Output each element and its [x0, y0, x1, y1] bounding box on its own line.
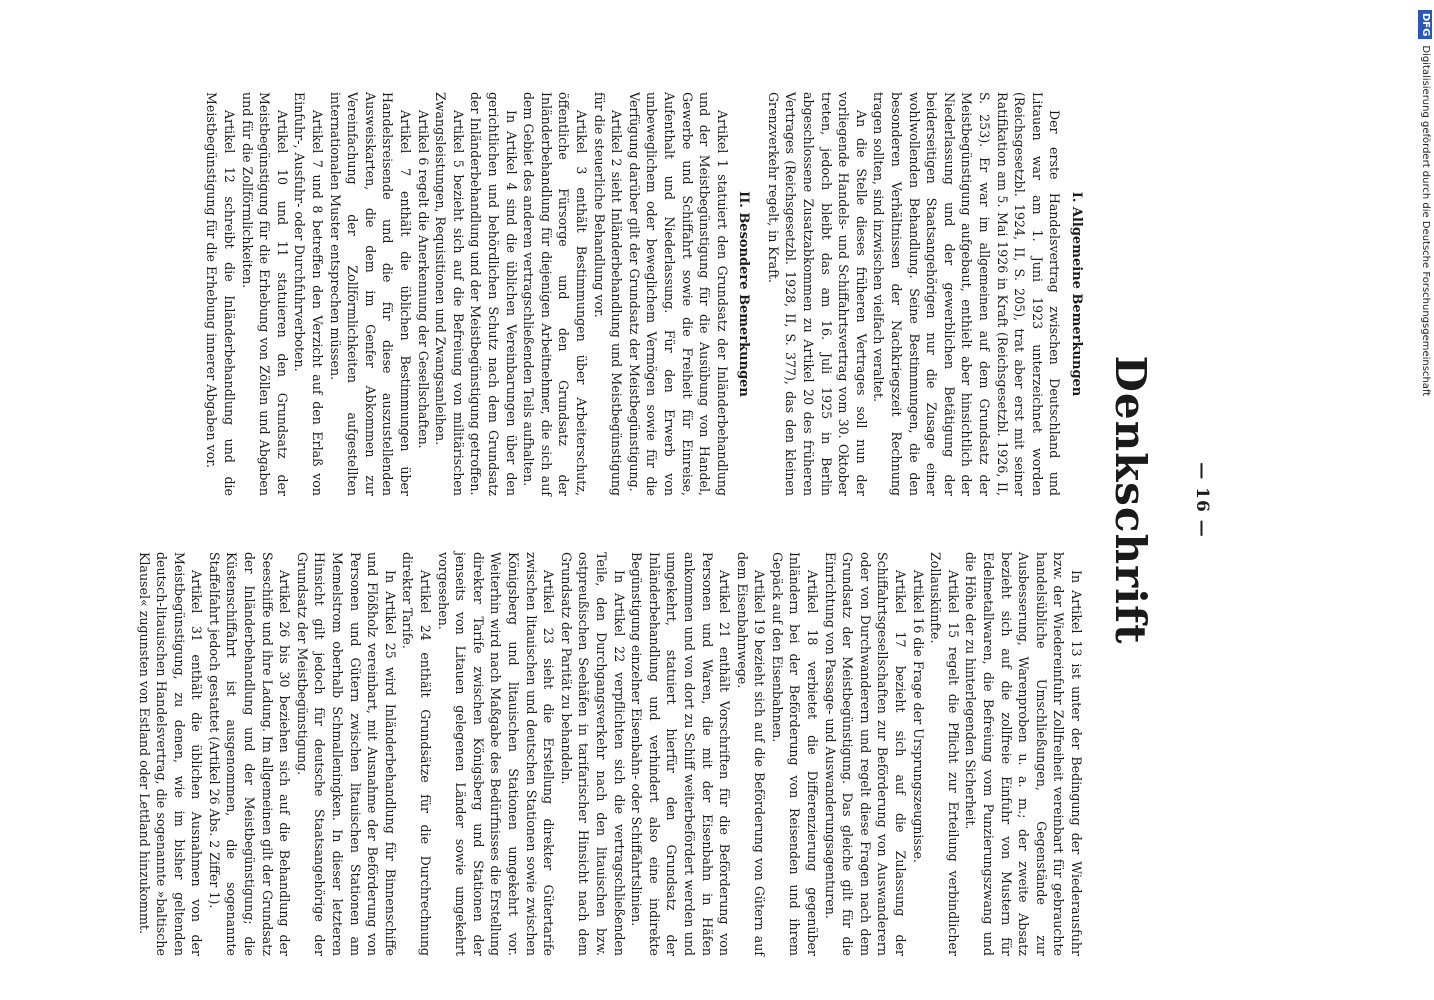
paragraph: Artikel 12 schreibt die Inländerbehandlung und die Meistbegünstigung für die Erhebung innerer Abgaben vor.: [204, 92, 238, 496]
left-column: [203, 92, 1085, 496]
paragraph: Artikel 2 sieht Inländerbehandlung und Meistbegünstigung für die steuerliche Behandlung vor.: [591, 92, 625, 496]
paragraph: Artikel 1 statuiert den Grundsatz der Inländerbehandlung und der Meistbegünstigung für die Ausübung von Handel, Gewerbe und Schiffahrt sowie die Freiheit für Einreise, Aufenthalt und Niederlassung. Für den Erwerb von unbeweglichem oder beweglichem Vermögen sowie für die Verfügung darüber gilt der Grundsatz der Meistbegünstigung.: [626, 92, 730, 496]
paragraph: Artikel 19 bezieht sich auf die Beförderung von Gütern auf dem Eisenbahnwege.: [734, 552, 768, 956]
dfg-logo: DFG: [1418, 10, 1432, 39]
paragraph: Artikel 23 sieht die Erstellung direkter Gütertarife zwischen litauischen und deutschen Stationen sowie zwischen Königsberg und litauischen Stationen umgekehrt vor. Weiterhin wird nach Maßgabe des Bedürfnisses die Erstellung direkter Tarife zwischen Königsberg und Stationen der jenseits von Litauen gelegenen Länder sowie umgekehrt vorgesehen.: [435, 552, 557, 956]
section-heading-general: I. Allgemeine Bemerkungen: [1069, 191, 1084, 397]
paragraph: In Artikel 22 verpflichten sich die vertragschließenden Teile, den Durchgangsverkehr nach den litauischen bzw. ostpreußischen Seehäfen in tarifarischer Hinsicht nach dem Grundsatz der Parität zu behandeln.: [558, 552, 627, 956]
paragraph: In Artikel 13 ist unter der Bedingung der Wiederausfuhr bzw. der Wiedereinfuhr Zollfreiheit vereinbart für gebrauchte handelsübliche Umschließungen, Gegenstände zur Ausbesserung, Warenproben u. a. m.; der zweite Absatz bezieht sich auf die zollfreie Einfuhr von Mustern für Edelmetallwaren, die Befreiung vom Punzierungszwang und die Höhe der zu hinterlegenden Sicherheit.: [963, 552, 1084, 956]
paragraph: In Artikel 4 sind die üblichen Vereinbarungen über den gerichtlichen und behördlichen Schutz nach dem Grundsatz der Inländerbehandlung und der Meistbegünstigung getroffen.: [468, 92, 519, 496]
paragraph: Artikel 3 enthält Bestimmungen über Arbeiterschutz, öffentliche Fürsorge und den Grundsatz der Inländerbehandlung für diejenigen Arbeitnehmer, die sich auf dem Gebiet des anderen vertragschließenden Teils aufhalten.: [521, 92, 589, 496]
paragraph: Artikel 6 regelt die Anerkennung der Gesellschaften.: [415, 110, 431, 449]
paragraph: Artikel 5 bezieht sich auf die Befreiung von militärischen Zwangsleistungen, Requisitionen und Zwangsanleihen.: [433, 92, 466, 496]
right-column: [135, 552, 1085, 956]
paragraph: Artikel 10 und 11 statuieren den Grundsatz der Meistbegünstigung für die Erhebung von Zöllen und Abgaben und für die Zollförmlichkeiten.: [239, 92, 290, 496]
paragraph: In Artikel 25 wird Inländerbehandlung für Binnenschiffe und Flößholz vereinbart, mit Ausnahme der Beförderung von Personen und Gütern zwischen litauischen Stationen am Memelstrom oberhalb Schmalleningken. In dieser letzteren Hinsicht gilt jedoch für deutsche Staatsangehörige der Grundsatz der Meistbegünstigung.: [294, 552, 398, 956]
page-number: — 16 —: [1192, 462, 1212, 538]
section-heading-specific: II. Besondere Bemerkungen: [736, 191, 752, 397]
paragraph: Artikel 21 enthält Vorschriften für die Beförderung von Personen und Waren, die mit der Eisenbahn in Häfen ankommen und von dort zu Schiff weiterbefördert werden und umgekehrt, statuiert hierfür den Grundsatz der Inländerbehandlung und verhindert also eine indirekte Begünstigung einzelner Eisenbahn- oder Schiffahrtslinien.: [629, 552, 733, 956]
paragraph: Artikel 26 bis 30 beziehen sich auf die Behandlung der Seeschiffe und ihre Ladung. Im allgemeinen gilt der Grundsatz der Inländerbehandlung und der Meistbegünstigung; die Küstenschiffahrt ist ausgenommen, die sogenannte Staffelfahrt jedoch gestattet (Artikel 26 Abs. 2 Ziffer 1).: [206, 552, 293, 956]
paragraph: Artikel 7 enthält die üblichen Bestimmungen über Handelsreisende und die für diese auszustellenden Ausweiskarten, die dem im Genfer Abkommen zur Vereinfachung der Zollförmlichkeiten aufgestellten internationalen Muster entsprechen müssen.: [327, 92, 414, 496]
paragraph: Artikel 15 regelt die Pflicht zur Erteilung verbindlicher Zollauskünfte.: [928, 552, 961, 956]
paragraph: Artikel 31 enthält die üblichen Ausnahmen von der Meistbegünstigung, zu denen, wie im bisher geltenden deutsch-litauischen Handelsvertrag, die sogenannte »baltische Klausel« zugunsten von Estland oder Lettland hinzukommt.: [136, 552, 205, 956]
paragraph: Artikel 24 enthält Grundsätze für die Durchrechnung direkter Tarife.: [400, 552, 434, 956]
paragraph: Artikel 17 bezieht sich auf die Zulassung der Schiffahrtsgesellschaften zur Beförderung von Auswanderern oder von Durchwanderern und regelt diese Fragen nach dem Grundsatz der Meistbegünstigung. Das gleiche gilt für die Einrichtung von Passage- und Auswanderungsagenturen.: [822, 552, 909, 956]
paragraph: Der erste Handelsvertrag zwischen Deutschland und Litauen war am 1. Juni 1923 unterzeichnet worden (Reichsgesetzbl. 1924, II, S. 205), trat aber erst mit seiner Ratifikation am 5. Mai 1926 in Kraft (Reichsgesetzbl. 1926, II, S. 253). Er war im allgemeinen auf dem Grundsatz der Meistbegünstigung aufgebaut, enthielt aber hinsichtlich der Niederlassung und der gewerblichen Betätigung der beiderseitigen Staatsangehörigen nur die Zusage einer wohlwollenden Behandlung. Seine Bestimmungen, die den besonderen Verhältnissen der Nachkriegszeit Rechnung tragen sollten, sind inzwischen vielfach veraltet.: [871, 92, 1063, 496]
paragraph: Artikel 18 verbietet die Differenzierung gegenüber Inländern bei der Beförderung von Reisenden und ihrem Gepäck auf den Eisenbahnen.: [769, 552, 821, 956]
paragraph: An die Stelle dieses früheren Vertrages soll nun der vorliegende Handels- und Schiffahrtsvertrag vom 30. Oktober treten, jedoch bleibt das am 16. Juli 1925 in Berlin abgeschlossene Zusatzabkommen zu Artikel 20 des früheren Vertrages (Reichsgesetzbl. 1928, II, S. 377), das den kleinen Grenzverkehr regelt, in Kraft.: [765, 92, 869, 496]
page-title: Denkschrift: [1106, 355, 1155, 645]
paragraph: Artikel 7 und 8 betreffen den Verzicht auf den Erlaß von Einfuhr-, Ausfuhr- oder Durchfuhrverboten.: [292, 92, 326, 496]
credit-text: Digitalisierung gefördert durch die Deutsche Forschungsgemeinschaft: [1420, 45, 1431, 397]
digitization-credit: [1418, 10, 1434, 1000]
paragraph: Artikel 16 die Frage der Ursprungszeugnisse.: [910, 570, 926, 863]
